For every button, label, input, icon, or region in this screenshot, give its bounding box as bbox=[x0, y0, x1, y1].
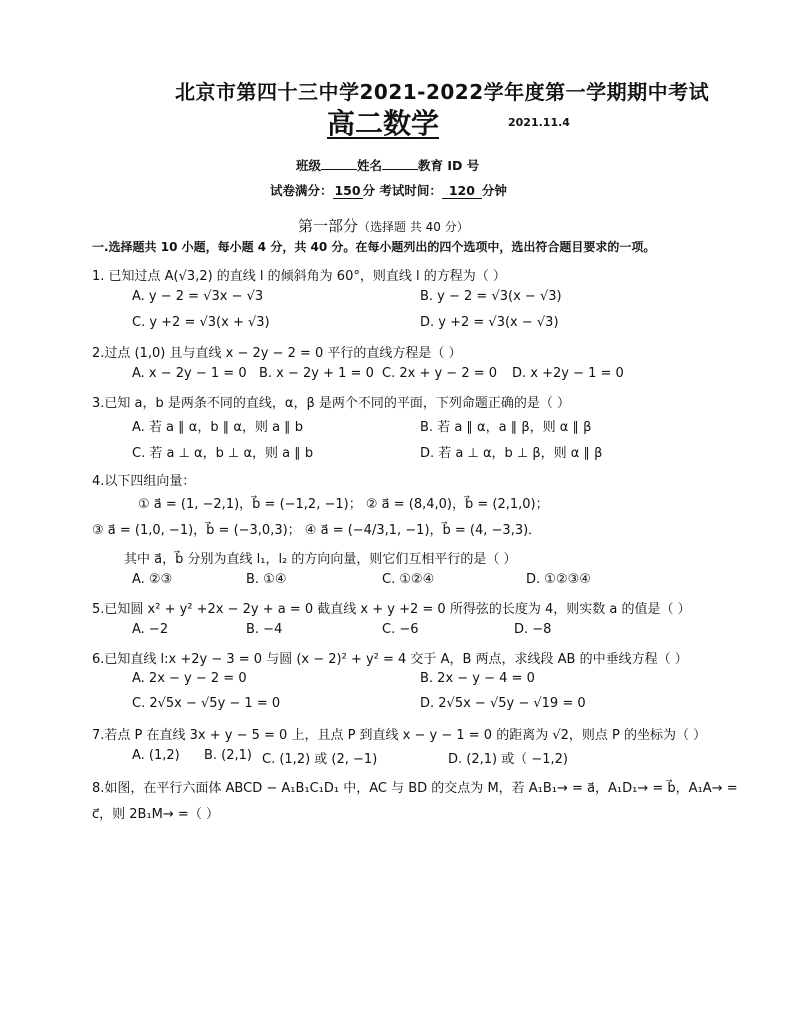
q2-option-d[interactable]: D. x +2y − 1 = 0 bbox=[512, 366, 624, 381]
q5-option-c[interactable]: C. −6 bbox=[382, 622, 419, 637]
q4-vector-groups-1: ① a⃗ = (1, −2,1)，b⃗ = (−1,2, −1)； ② a⃗ = (8,4,0)，b⃗ = (2,1,0)； bbox=[138, 497, 549, 512]
q4-option-d[interactable]: D. ①②③④ bbox=[526, 572, 591, 587]
q5-stem: 5.已知圆 x² + y² +2x − 2y + a = 0 截直线 x + y +2 = 0 所得弦的长度为 4，则实数 a 的值是（ ） bbox=[92, 602, 691, 617]
section-heading bbox=[298, 215, 469, 236]
q3-stem: 3.已知 a，b 是两条不同的直线，α，β 是两个不同的平面，下列命题正确的是（ ） bbox=[92, 396, 571, 411]
q1-option-c[interactable]: C. y +2 = √3(x + √3) bbox=[132, 315, 270, 330]
q2-option-c[interactable]: C. 2x + y − 2 = 0 bbox=[382, 366, 498, 381]
q4-vector-groups-2: ③ a⃗ = (1,0, −1)，b⃗ = (−3,0,3)； ④ a⃗ = (−4/3,1, −1)，b⃗ = (4, −3,3)． bbox=[92, 523, 542, 538]
exam-school-title: 北京市第四十三中学2021-2022学年度第一学期期中考试 bbox=[175, 80, 710, 104]
exam-date: 2021.11.4 bbox=[508, 116, 570, 129]
section-title: 第一部分 bbox=[298, 217, 359, 235]
score-prefix: 试卷满分： bbox=[270, 183, 333, 198]
q8-stem-line2: c⃗，则 2B₁M→ =（ ） bbox=[92, 807, 219, 822]
class-label: 班级 bbox=[296, 158, 322, 173]
q7-option-b[interactable]: B. (2,1) bbox=[204, 748, 253, 763]
q3-option-b[interactable]: B. 若 a ∥ α，a ∥ β，则 α ∥ β bbox=[420, 420, 592, 435]
q6-option-b[interactable]: B. 2x − y − 4 = 0 bbox=[420, 671, 535, 686]
student-info-line bbox=[296, 156, 479, 174]
name-blank[interactable] bbox=[382, 157, 418, 170]
q3-option-c[interactable]: C. 若 a ⊥ α，b ⊥ α，则 a ∥ b bbox=[132, 446, 314, 461]
time-unit: 分钟 bbox=[481, 183, 507, 198]
q5-option-d[interactable]: D. −8 bbox=[514, 622, 552, 637]
q3-option-a[interactable]: A. 若 a ∥ α，b ∥ α，则 a ∥ b bbox=[132, 420, 304, 435]
section-instructions: 一.选择题共 10 小题，每小题 4 分，共 40 分。在每小题列出的四个选项中，选出符合题目要求的一项。 bbox=[92, 240, 656, 254]
q1-option-b[interactable]: B. y − 2 = √3(x − √3) bbox=[420, 289, 562, 304]
q6-option-c[interactable]: C. 2√5x − √5y − 1 = 0 bbox=[132, 696, 281, 711]
exam-meta-line bbox=[270, 181, 507, 199]
q7-option-a[interactable]: A. (1,2) bbox=[132, 748, 180, 763]
q6-stem: 6.已知直线 l:x +2y − 3 = 0 与圆 (x − 2)² + y² = 4 交于 A，B 两点，求线段 AB 的中垂线方程（ ） bbox=[92, 652, 688, 667]
class-blank[interactable] bbox=[321, 157, 357, 170]
q2-option-b[interactable]: B. x − 2y + 1 = 0 bbox=[259, 366, 374, 381]
q3-option-d[interactable]: D. 若 a ⊥ α，b ⊥ β，则 α ∥ β bbox=[420, 446, 603, 461]
score-value: 150 bbox=[334, 183, 361, 198]
q4-question-text: 其中 a⃗，b⃗ 分别为直线 l₁，l₂ 的方向向量，则它们互相平行的是（ ） bbox=[124, 552, 517, 567]
q7-stem: 7.若点 P 在直线 3x + y − 5 = 0 上，且点 P 到直线 x − y − 1 = 0 的距离为 √2，则点 P 的坐标为（ ） bbox=[92, 728, 707, 743]
q4-stem: 4.以下四组向量： bbox=[92, 474, 196, 489]
q1-stem: 1. 已知过点 A(√3,2) 的直线 l 的倾斜角为 60°，则直线 l 的方程为（ ） bbox=[92, 269, 506, 284]
q4-option-c[interactable]: C. ①②④ bbox=[382, 572, 435, 587]
q8-stem-line1: 8.如图，在平行六面体 ABCD − A₁B₁C₁D₁ 中，AC 与 BD 的交点为 M，若 A₁B₁→ = a⃗，A₁D₁→ = b⃗，A₁A→ = bbox=[92, 781, 738, 796]
id-label: 教育 ID 号 bbox=[418, 158, 480, 173]
name-label: 姓名 bbox=[357, 158, 383, 173]
time-value: 120 bbox=[442, 183, 482, 199]
q2-option-a[interactable]: A. x − 2y − 1 = 0 bbox=[132, 366, 247, 381]
q4-option-b[interactable]: B. ①④ bbox=[246, 572, 287, 587]
q7-option-d[interactable]: D. (2,1) 或（ −1,2) bbox=[448, 752, 568, 767]
q1-option-a[interactable]: A. y − 2 = √3x − √3 bbox=[132, 289, 264, 304]
q6-option-a[interactable]: A. 2x − y − 2 = 0 bbox=[132, 671, 247, 686]
q5-option-b[interactable]: B. −4 bbox=[246, 622, 283, 637]
q2-stem: 2.过点 (1,0) 且与直线 x − 2y − 2 = 0 平行的直线方程是（ ） bbox=[92, 346, 462, 361]
exam-subject-title: 高二数学 bbox=[327, 107, 440, 140]
q4-option-a[interactable]: A. ②③ bbox=[132, 572, 173, 587]
q6-option-d[interactable]: D. 2√5x − √5y − √19 = 0 bbox=[420, 696, 586, 711]
score-unit: 分 考试时间： bbox=[362, 183, 442, 198]
q1-option-d[interactable]: D. y +2 = √3(x − √3) bbox=[420, 315, 559, 330]
q7-option-c[interactable]: C. (1,2) 或 (2, −1) bbox=[262, 752, 378, 767]
q5-option-a[interactable]: A. −2 bbox=[132, 622, 169, 637]
section-subtitle: （选择题 共 40 分） bbox=[358, 220, 469, 234]
